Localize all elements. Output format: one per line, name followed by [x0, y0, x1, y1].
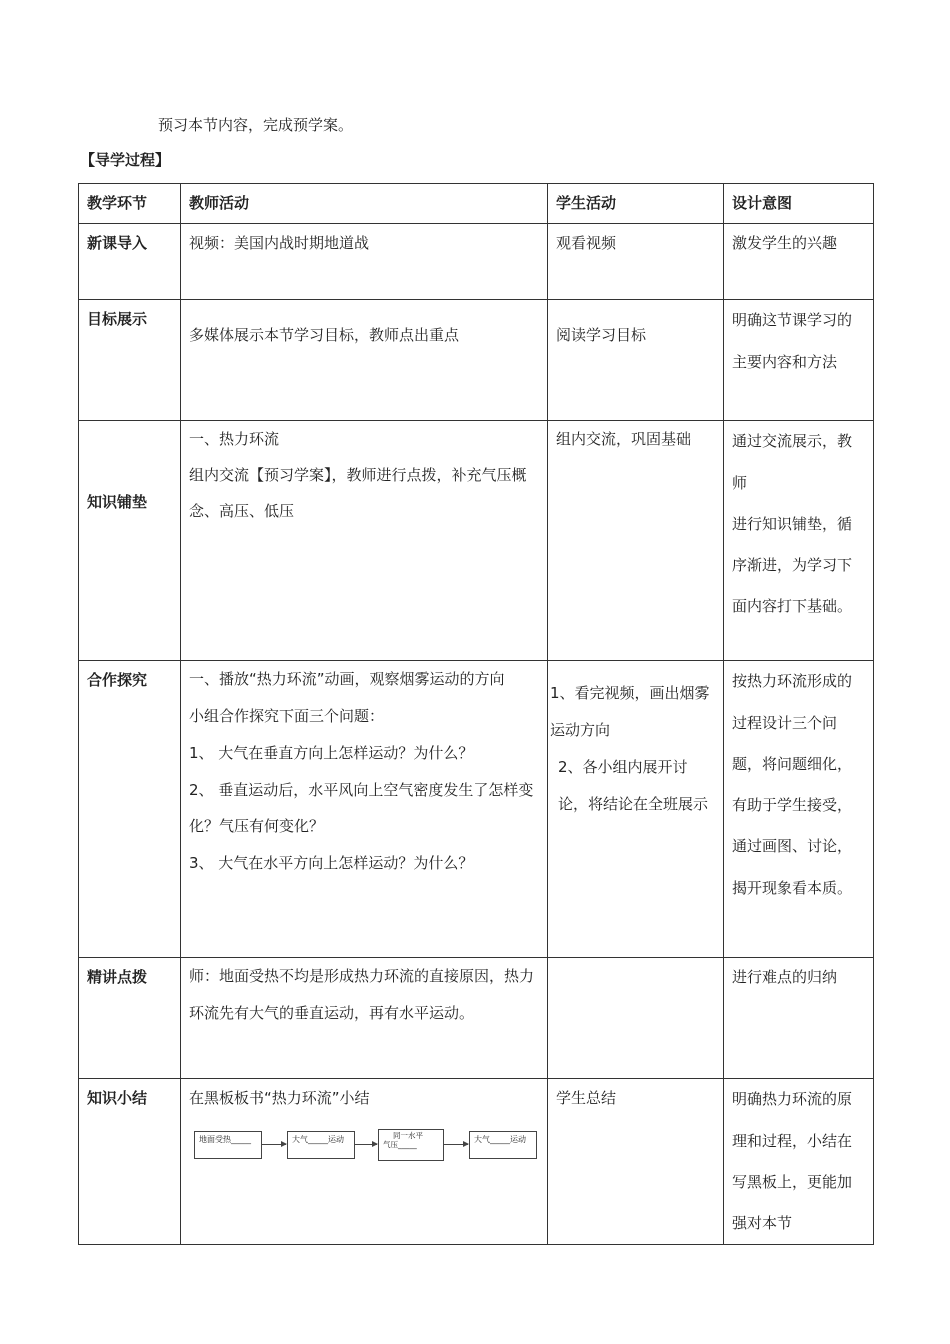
teacher-text: 小组合作探究下面三个问题： [189, 707, 385, 725]
teacher-cell [181, 661, 548, 958]
student-cell [548, 958, 724, 1079]
flow-arrow [355, 1144, 377, 1145]
intent-cell [724, 300, 874, 421]
section-title: 【导学过程】 [80, 151, 171, 169]
table-row [79, 958, 874, 1079]
intent-text: 进行知识铺垫，循序渐进，为学习下面内容打下基础。 [732, 514, 853, 616]
stage-cell: 精讲点拨 [79, 958, 181, 1079]
flow-box-line: 同一水平 [393, 1130, 423, 1140]
table-row [79, 421, 874, 661]
teacher-cell [181, 421, 548, 661]
teacher-text: 一、播放“热力环流”动画，观察烟雾运动的方向 [189, 670, 505, 689]
intent-cell [724, 958, 874, 1079]
stage-cell: 合作探究 [79, 661, 181, 958]
table-row [79, 1079, 874, 1245]
flow-box: 大气_____运动 [287, 1131, 355, 1159]
header-intent: 设计意图 [724, 184, 874, 224]
stage-cell: 知识铺垫 [79, 421, 181, 661]
intent-cell [724, 224, 874, 300]
flow-box: 地面受热_____ [194, 1131, 262, 1159]
teacher-text: 师：地面受热不均是形成热力环流的直接原因，热力环流先有大气的垂直运动，再有水平运动。 [189, 967, 535, 1022]
flow-arrow [444, 1144, 468, 1145]
teacher-cell [181, 958, 548, 1079]
intro-text: 预习本节内容，完成预学案。 [158, 116, 354, 134]
intent-text: 明确热力环流的原理和过程，小结在写黑板上，更能加强对本节 [732, 1090, 853, 1232]
student-text: 组内交流，巩固基础 [556, 430, 692, 449]
stage-cell: 知识小结 [79, 1079, 181, 1245]
teacher-text: 3、 大气在水平方向上怎样运动？为什么？ [189, 854, 474, 872]
header-student: 学生活动 [548, 184, 724, 224]
intent-text: 按热力环流形成的过程设计三个问题，将问题细化，有助于学生接受，通过画图、讨论，揭开现象看本质。 [732, 672, 853, 897]
intent-text: 进行难点的归纳 [732, 968, 838, 987]
stage-cell: 新课导入 [79, 224, 181, 300]
student-text: 学生总结 [556, 1089, 617, 1108]
teacher-text: 一、热力环流 [189, 430, 280, 449]
teacher-text: 2、 垂直运动后，水平风向上空气密度发生了怎样变化？气压有何变化？ [189, 780, 534, 836]
stage-cell: 目标展示 [79, 300, 181, 421]
student-text: 2、各小组内展开讨论，将结论在全班展示 [558, 757, 709, 813]
table-header-row [79, 184, 874, 224]
header-stage: 教学环节 [79, 184, 181, 224]
student-cell [548, 661, 724, 958]
intent-cell [724, 1079, 874, 1245]
teacher-text: 组内交流【预习学案】，教师进行点拨，补充气压概念、高压、低压 [189, 466, 527, 521]
teacher-text: 1、 大气在垂直方向上怎样运动？为什么？ [189, 743, 474, 762]
lesson-table [78, 183, 874, 1245]
student-cell [548, 224, 724, 300]
teacher-cell [181, 300, 548, 421]
table-row [79, 300, 874, 421]
intent-text: 通过交流展示，教师 [732, 432, 853, 492]
student-cell [548, 1079, 724, 1245]
intent-text: 明确这节课学习的主要内容和方法 [732, 311, 853, 371]
flow-box [378, 1129, 444, 1161]
header-teacher: 教师活动 [181, 184, 548, 224]
student-text: 1、看完视频，画出烟雾运动方向 [550, 684, 710, 739]
student-cell [548, 421, 724, 661]
flow-diagram [189, 1121, 539, 1173]
flow-box-line: 气压_____ [383, 1139, 417, 1149]
flow-arrow [262, 1144, 286, 1145]
flow-box: 大气_____运动 [469, 1131, 537, 1159]
student-cell [548, 300, 724, 421]
teacher-text: 在黑板板书“热力环流”小结 [189, 1089, 370, 1108]
teacher-cell [181, 224, 548, 300]
intent-cell [724, 421, 874, 661]
intent-text: 激发学生的兴趣 [732, 234, 838, 253]
teacher-text: 视频：美国内战时期地道战 [189, 234, 370, 253]
table-row [79, 661, 874, 958]
teacher-text: 多媒体展示本节学习目标，教师点出重点 [189, 326, 460, 345]
intent-cell [724, 661, 874, 958]
teacher-cell [181, 1079, 548, 1245]
student-text: 阅读学习目标 [556, 326, 647, 345]
table-row [79, 224, 874, 300]
student-text: 观看视频 [556, 234, 617, 253]
